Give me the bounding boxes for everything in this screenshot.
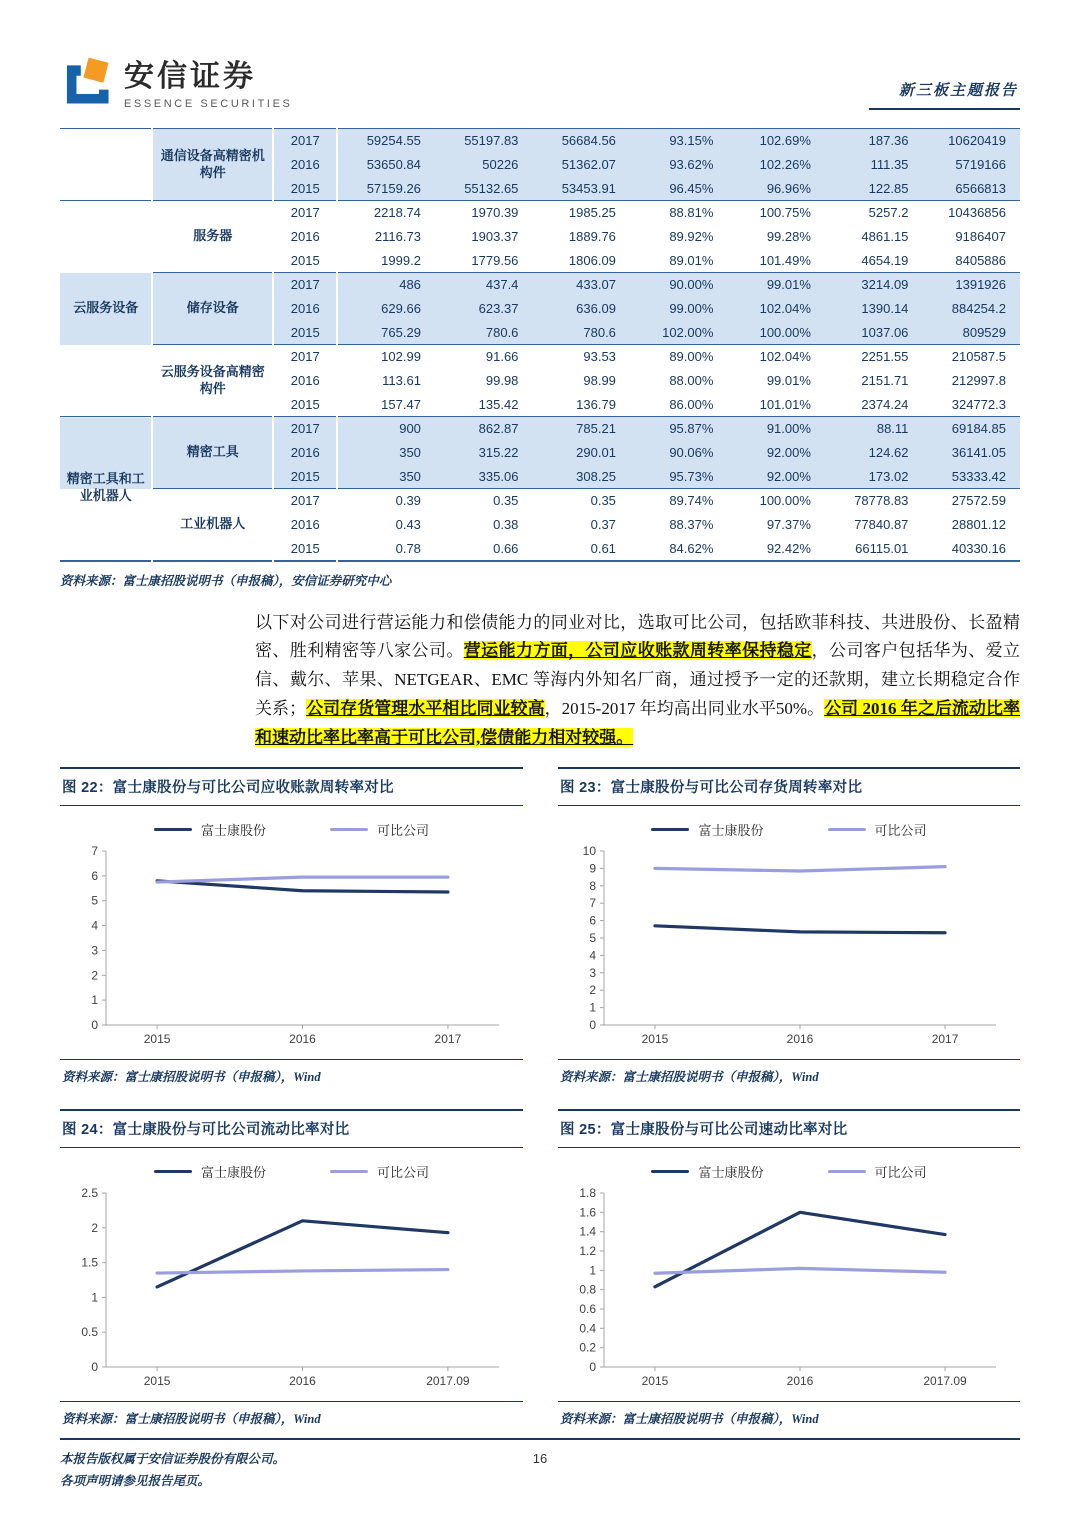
table-value-cell: 1390.14: [825, 297, 923, 321]
brand-logo: [60, 51, 292, 110]
table-value-cell: 36141.05: [922, 441, 1020, 465]
table-value-cell: 862.87: [435, 417, 533, 441]
table-value-cell: 69184.85: [922, 417, 1020, 441]
axis-tick-label: 0: [91, 1017, 98, 1032]
legend-line-swatch: [828, 828, 866, 832]
axis-tick-label: 2: [91, 1220, 98, 1235]
table-section-label: [60, 129, 152, 201]
table-value-cell: 1391926: [922, 273, 1020, 297]
series-line: [655, 1212, 945, 1286]
table-value-cell: 90.06%: [630, 441, 728, 465]
table-row: [60, 489, 1020, 513]
table-source-note: 资料来源：富士康招股说明书（申报稿），安信证券研究中心: [60, 573, 392, 588]
chart-plot: [60, 1183, 523, 1395]
table-value-cell: 89.74%: [630, 489, 728, 513]
table-value-cell: 91.00%: [727, 417, 825, 441]
page-footer: [60, 1438, 1020, 1493]
axis-tick-label: 1.4: [579, 1224, 596, 1239]
table-value-cell: 10620419: [922, 129, 1020, 153]
table-year-cell: 2015: [273, 177, 337, 201]
axis-tick-label: 1: [589, 1000, 596, 1015]
analysis-paragraph: [255, 609, 1020, 753]
table-value-cell: 0.66: [493, 540, 519, 556]
series-line: [655, 926, 945, 933]
table-row: [60, 201, 1020, 225]
axis-tick-label: 4: [589, 948, 596, 963]
table-year-cell: 2016: [273, 153, 337, 177]
highlighted-text: 公司 2016 年之后流动比率和速动比率比率高于可比公司,偿债能力相对较强。: [255, 699, 1021, 748]
table-value-cell: 100.00%: [727, 321, 825, 345]
chart-legend: [558, 1162, 1020, 1181]
table-value-cell: 5719166: [922, 153, 1020, 177]
legend-line-swatch: [651, 828, 689, 832]
table-value-cell: 900: [337, 417, 435, 441]
table-value-cell: 93.53: [532, 345, 630, 369]
table-value-cell: 324772.3: [951, 396, 1006, 412]
table-value-cell: 40330.16: [951, 540, 1006, 556]
financial-table: [60, 128, 1020, 562]
axis-tick-label: 2015: [641, 1031, 669, 1046]
table-value-cell: 0.39: [337, 489, 435, 513]
table-year-cell: 2016: [273, 297, 337, 321]
figure-25: [558, 1109, 1020, 1427]
table-value-cell: 102.99: [337, 345, 435, 369]
body-text-segment: 以下对公司进行营运能力和偿债能力的同业对比，选取可比公司，包括欧菲科技、共进股份、长盈精密、胜利精密等八家公司。: [255, 612, 1020, 661]
table-year-cell: 2017: [273, 417, 337, 441]
table-value-cell: 780.6: [435, 321, 533, 345]
legend-line-swatch: [154, 828, 192, 832]
axis-tick-label: 8: [589, 878, 596, 893]
axis-tick-label: 1: [91, 993, 98, 1008]
table-value-cell: 89.92%: [669, 229, 714, 244]
table-value-cell: 4861.15: [861, 229, 909, 244]
table-value-cell: 486: [337, 273, 435, 297]
series-line: [157, 1270, 448, 1273]
table-value-cell: 8405886: [955, 252, 1006, 268]
series-line: [157, 1221, 448, 1287]
axis-tick-label: 2: [91, 968, 98, 983]
table-row: [60, 129, 1020, 153]
axis-tick-label: 3: [91, 943, 98, 958]
table-subgroup-label: 服务器: [152, 201, 273, 273]
chart-legend: [60, 820, 523, 839]
table-year-cell: 2016: [273, 225, 337, 249]
axis-tick-label: 1.5: [81, 1255, 98, 1270]
figure-title: 图 25：富士康股份与可比公司速动比率对比: [558, 1109, 1020, 1148]
legend-label: 可比公司: [377, 822, 430, 838]
table-value-cell: 90.00%: [630, 273, 728, 297]
table-value-cell: 10436856: [922, 201, 1020, 225]
figure-source-note: 资料来源：富士康招股说明书（申报稿），Wind: [60, 1401, 523, 1427]
table-value-cell: 2251.55: [825, 345, 923, 369]
axis-tick-label: 7: [91, 843, 98, 858]
table-value-cell: 1806.09: [568, 252, 616, 268]
table-value-cell: 785.21: [532, 417, 630, 441]
report-type-label: 新三板主题报告: [869, 79, 1020, 110]
table-year-cell: 2015: [273, 393, 337, 417]
table-value-cell: 1037.06: [825, 321, 923, 345]
table-value-cell: 437.4: [435, 273, 533, 297]
axis-tick-label: 2017.09: [426, 1373, 470, 1388]
legend-item: [651, 1162, 763, 1181]
table-value-cell: 350: [337, 441, 435, 465]
table-value-cell: 350: [337, 465, 435, 489]
table-year-cell: 2016: [273, 369, 337, 393]
axis-tick-label: 0.8: [579, 1282, 596, 1297]
axis-tick-label: 0: [91, 1359, 98, 1374]
table-value-cell: 84.62%: [669, 540, 714, 556]
legend-line-swatch: [651, 1170, 689, 1174]
table-value-cell: 111.35: [825, 153, 923, 177]
axis-tick-label: 1: [91, 1290, 98, 1305]
table-value-cell: 95.87%: [630, 417, 728, 441]
table-row: [60, 417, 1020, 441]
table-value-cell: 315.22: [435, 441, 533, 465]
table-value-cell: 1985.25: [532, 201, 630, 225]
table-row: [60, 345, 1020, 369]
table-value-cell: 89.01%: [669, 252, 714, 268]
table-value-cell: 2116.73: [374, 229, 421, 244]
essence-logo-icon: [60, 55, 112, 107]
table-year-cell: 2016: [273, 513, 337, 537]
brand-name-cn: 安信证券: [124, 60, 256, 93]
table-value-cell: 50226: [435, 153, 533, 177]
table-value-cell: 433.07: [532, 273, 630, 297]
axis-tick-label: 2015: [143, 1031, 171, 1046]
legend-item: [651, 820, 763, 839]
table-value-cell: 100.00%: [727, 489, 825, 513]
copyright-line-1: 本报告版权属于安信证券股份有限公司。: [60, 1452, 286, 1466]
table-year-cell: 2017: [273, 201, 337, 225]
table-section-label: 精密工具和工业机器人: [60, 417, 152, 561]
table-value-cell: 99.01%: [766, 373, 811, 388]
figure-title: 图 22：富士康股份与可比公司应收账款周转率对比: [60, 767, 523, 806]
axis-tick-label: 1.6: [579, 1205, 596, 1220]
legend-label: 富士康股份: [698, 1164, 764, 1180]
figure-title: 图 24：富士康股份与可比公司流动比率对比: [60, 1109, 523, 1148]
legend-item: [330, 820, 429, 839]
table-value-cell: 88.37%: [669, 517, 714, 532]
table-year-cell: 2017: [273, 273, 337, 297]
axis-tick-label: 1.2: [579, 1243, 596, 1258]
table-value-cell: 809529: [922, 321, 1020, 345]
table-value-cell: 57159.26: [337, 177, 435, 201]
table-value-cell: 93.62%: [630, 153, 728, 177]
table-year-cell: 2015: [273, 249, 337, 273]
table-value-cell: 187.36: [825, 129, 923, 153]
table-value-cell: 102.04%: [727, 297, 825, 321]
legend-label: 可比公司: [377, 1164, 430, 1180]
table-value-cell: 92.00%: [727, 441, 825, 465]
table-value-cell: 0.38: [493, 517, 519, 532]
table-value-cell: 5257.2: [825, 201, 923, 225]
series-line: [157, 877, 448, 882]
series-line: [655, 867, 945, 871]
axis-tick-label: 1.8: [579, 1185, 596, 1200]
table-year-cell: 2016: [273, 441, 337, 465]
axis-tick-label: 1: [589, 1263, 596, 1278]
axis-tick-label: 2016: [786, 1373, 814, 1388]
legend-item: [330, 1162, 429, 1181]
axis-tick-label: 2016: [786, 1031, 814, 1046]
table-value-cell: 66115.01: [855, 540, 909, 556]
table-value-cell: 27572.59: [922, 489, 1020, 513]
figure-22: [60, 767, 523, 1085]
table-value-cell: 95.73%: [630, 465, 728, 489]
table-value-cell: 86.00%: [669, 396, 714, 412]
table-value-cell: 4654.19: [861, 252, 909, 268]
axis-tick-label: 0.4: [579, 1321, 596, 1336]
legend-label: 富士康股份: [698, 822, 764, 838]
table-value-cell: 92.42%: [766, 540, 811, 556]
table-value-cell: 780.6: [532, 321, 630, 345]
table-value-cell: 0.35: [532, 489, 630, 513]
axis-tick-label: 0.6: [579, 1301, 596, 1316]
legend-label: 可比公司: [874, 822, 927, 838]
table-value-cell: 0.61: [590, 540, 616, 556]
table-year-cell: 2015: [273, 321, 337, 345]
highlighted-text: 营运能力方面，公司应收账款周转率保持稳定: [463, 641, 812, 661]
line-chart: [558, 1183, 1020, 1395]
table-value-cell: 99.01%: [727, 273, 825, 297]
table-value-cell: 135.42: [478, 396, 519, 412]
legend-item: [828, 820, 927, 839]
figure-source-note: 资料来源：富士康招股说明书（申报稿），Wind: [558, 1401, 1020, 1427]
table-value-cell: 96.45%: [630, 177, 728, 201]
table-value-cell: 623.37: [435, 297, 533, 321]
axis-tick-label: 2.5: [81, 1185, 98, 1200]
table-value-cell: 1903.37: [471, 229, 519, 244]
table-value-cell: 101.01%: [759, 396, 811, 412]
body-text-segment: ，公司客户包括华为、爱立信、戴尔、苹果、NETGEAR、EMC 等海内外知名厂商，通过授予一定的还款期，建立长期稳定合作关系；: [255, 641, 1021, 719]
axis-tick-label: 10: [582, 843, 596, 858]
chart-plot: [558, 841, 1020, 1053]
brand-name-en: ESSENCE SECURITIES: [124, 98, 293, 110]
table-value-cell: 101.49%: [759, 252, 811, 268]
table-value-cell: 99.98: [485, 373, 519, 388]
axis-tick-label: 2015: [641, 1373, 669, 1388]
axis-tick-label: 2: [589, 983, 596, 998]
table-section-label: 云服务设备: [60, 201, 152, 417]
table-year-cell: 2015: [273, 465, 337, 489]
legend-label: 可比公司: [874, 1164, 927, 1180]
figure-24: [60, 1109, 523, 1427]
table-value-cell: 636.09: [532, 297, 630, 321]
table-value-cell: 53650.84: [337, 153, 435, 177]
table-subgroup-label: 储存设备: [152, 273, 273, 345]
table-value-cell: 88.00%: [669, 373, 714, 388]
table-value-cell: 1970.39: [435, 201, 533, 225]
figure-source-note: 资料来源：富士康招股说明书（申报稿），Wind: [558, 1059, 1020, 1085]
page-header: [60, 26, 1020, 110]
highlighted-text: 公司存货管理水平相比同业较高: [306, 699, 545, 719]
axis-tick-label: 2015: [143, 1373, 171, 1388]
table-value-cell: 55132.65: [435, 177, 533, 201]
table-value-cell: 290.01: [532, 441, 630, 465]
table-value-cell: 113.61: [382, 373, 421, 388]
table-value-cell: 1889.76: [568, 229, 616, 244]
legend-label: 富士康股份: [200, 822, 266, 838]
axis-tick-label: 2017: [434, 1031, 462, 1046]
axis-tick-label: 9: [589, 861, 596, 876]
table-subgroup-label: 通信设备高精密机构件: [152, 129, 273, 201]
axis-tick-label: 6: [589, 913, 596, 928]
chart-plot: [60, 841, 523, 1053]
table-value-cell: 629.66: [337, 297, 435, 321]
table-value-cell: 98.99: [583, 373, 616, 388]
figure-source-note: 资料来源：富士康招股说明书（申报稿），Wind: [60, 1059, 523, 1085]
table-year-cell: 2017: [273, 129, 337, 153]
line-chart: [60, 1183, 523, 1395]
figure-title: 图 23：富士康股份与可比公司存货周转率对比: [558, 767, 1020, 806]
axis-tick-label: 0: [589, 1359, 596, 1374]
table-value-cell: 92.00%: [727, 465, 825, 489]
table-value-cell: 100.75%: [727, 201, 825, 225]
table-value-cell: 122.85: [825, 177, 923, 201]
figures-grid: [60, 767, 1020, 1427]
axis-tick-label: 3: [589, 965, 596, 980]
table-year-cell: 2017: [273, 489, 337, 513]
table-value-cell: 28801.12: [951, 517, 1006, 532]
axis-tick-label: 2017.09: [923, 1373, 967, 1388]
table-value-cell: 2151.71: [861, 373, 909, 388]
table-value-cell: 56684.56: [532, 129, 630, 153]
chart-plot: [558, 1183, 1020, 1395]
table-value-cell: 335.06: [435, 465, 533, 489]
axis-tick-label: 0: [589, 1017, 596, 1032]
axis-tick-label: 0.2: [579, 1340, 596, 1355]
table-value-cell: 212997.8: [951, 373, 1006, 388]
axis-tick-label: 2017: [931, 1031, 959, 1046]
table-value-cell: 53333.42: [922, 465, 1020, 489]
table-year-cell: 2015: [273, 537, 337, 561]
chart-legend: [60, 1162, 523, 1181]
table-value-cell: 210587.5: [922, 345, 1020, 369]
table-value-cell: 88.81%: [630, 201, 728, 225]
table-value-cell: 136.79: [576, 396, 616, 412]
legend-line-swatch: [154, 1170, 192, 1174]
body-text-segment: ，2015-2017 年均高出同业水平50%。: [544, 699, 825, 719]
table-value-cell: 89.00%: [630, 345, 728, 369]
table-value-cell: 97.37%: [766, 517, 811, 532]
line-chart: [60, 841, 523, 1053]
table-value-cell: 91.66: [435, 345, 533, 369]
table-value-cell: 0.43: [395, 517, 421, 532]
table-value-cell: 99.00%: [630, 297, 728, 321]
chart-legend: [558, 820, 1020, 839]
table-value-cell: 0.37: [590, 517, 616, 532]
legend-line-swatch: [330, 1170, 368, 1174]
page-number: 16: [532, 1451, 548, 1466]
table-value-cell: 102.00%: [630, 321, 728, 345]
table-value-cell: 1779.56: [471, 252, 519, 268]
table-value-cell: 0.78: [395, 540, 421, 556]
table-value-cell: 0.35: [435, 489, 533, 513]
table-value-cell: 102.26%: [727, 153, 825, 177]
table-row: [60, 273, 1020, 297]
table-value-cell: 157.47: [381, 396, 421, 412]
table-value-cell: 308.25: [532, 465, 630, 489]
table-subgroup-label: 工业机器人: [152, 489, 273, 561]
table-value-cell: 173.02: [825, 465, 923, 489]
table-value-cell: 102.04%: [727, 345, 825, 369]
table-value-cell: 884254.2: [922, 297, 1020, 321]
table-value-cell: 2218.74: [337, 201, 435, 225]
table-value-cell: 124.62: [825, 441, 923, 465]
table-value-cell: 3214.09: [825, 273, 923, 297]
axis-tick-label: 0.5: [81, 1325, 98, 1340]
axis-tick-label: 2016: [289, 1031, 316, 1046]
legend-item: [154, 820, 266, 839]
table-value-cell: 53453.91: [532, 177, 630, 201]
table-value-cell: 59254.55: [337, 129, 435, 153]
table-value-cell: 51362.07: [532, 153, 630, 177]
table-value-cell: 9186407: [955, 229, 1006, 244]
figure-23: [558, 767, 1020, 1085]
brand-text: [124, 51, 292, 110]
table-subgroup-label: 精密工具: [152, 417, 273, 489]
table-value-cell: 88.11: [825, 417, 923, 441]
legend-line-swatch: [330, 828, 368, 832]
legend-item: [154, 1162, 266, 1181]
table-value-cell: 77840.87: [854, 517, 909, 532]
table-value-cell: 78778.83: [825, 489, 923, 513]
table-value-cell: 6566813: [922, 177, 1020, 201]
table-value-cell: 93.15%: [630, 129, 728, 153]
table-value-cell: 55197.83: [435, 129, 533, 153]
table-value-cell: 2374.24: [861, 396, 909, 412]
legend-label: 富士康股份: [200, 1164, 266, 1180]
axis-tick-label: 6: [91, 868, 98, 883]
axis-tick-label: 5: [589, 930, 596, 945]
axis-tick-label: 4: [91, 918, 98, 933]
legend-item: [828, 1162, 927, 1181]
series-line: [157, 881, 448, 892]
table-value-cell: 765.29: [337, 321, 435, 345]
table-value-cell: 1999.2: [381, 252, 421, 268]
axis-tick-label: 2016: [289, 1373, 316, 1388]
legend-line-swatch: [828, 1170, 866, 1174]
line-chart: [558, 841, 1020, 1053]
table-year-cell: 2017: [273, 345, 337, 369]
table-value-cell: 96.96%: [727, 177, 825, 201]
table-subgroup-label: 云服务设备高精密构件: [152, 345, 273, 417]
table-value-cell: 102.69%: [727, 129, 825, 153]
copyright-line-2: 各项声明请参见报告尾页。: [60, 1473, 211, 1488]
axis-tick-label: 5: [91, 893, 98, 908]
table-value-cell: 99.28%: [766, 229, 811, 244]
series-line: [655, 1268, 945, 1273]
axis-tick-label: 7: [589, 896, 596, 911]
